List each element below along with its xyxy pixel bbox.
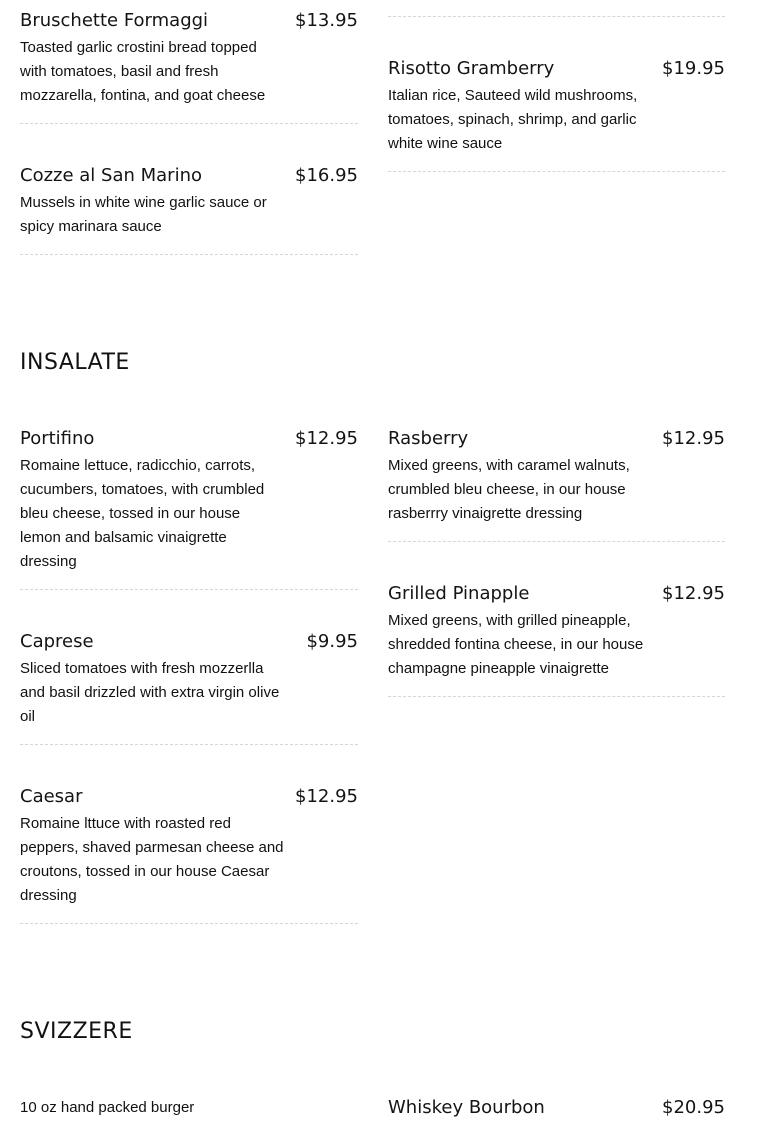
menu-item-description: Romaine lttuce with roasted red peppers, shaved parmesan cheese and croutons, tossed in our house Caesar dressing — [20, 815, 284, 904]
menu-item-description: Toasted garlic crostini bread topped with tomatoes, basil and fresh mozzarella, fontina, and goat cheese — [20, 39, 266, 104]
menu-item-price: $16.95 — [295, 165, 358, 186]
menu-item-description: 10 oz hand packed burger — [20, 1099, 195, 1116]
menu-item-description: Italian rice, Sauteed wild mushrooms, tomatoes, spinach, shrimp, and garlic white wine sauce — [388, 87, 638, 152]
menu-item-price: $12.95 — [295, 786, 358, 807]
menu-item-price: $9.95 — [306, 631, 358, 652]
menu-item-price: $12.95 — [662, 583, 725, 604]
divider — [388, 696, 725, 697]
section-title-svizzere: SVIZZERE — [20, 1019, 133, 1044]
menu-item-price: $20.95 — [662, 1097, 725, 1118]
divider — [20, 254, 358, 255]
menu-item-price: $12.95 — [662, 428, 725, 449]
menu-item-description: Romaine lettuce, radicchio, carrots, cucumbers, tomatoes, with crumbled bleu cheese, tossed in our house lemon and balsamic vinaigrette dressing — [20, 457, 265, 570]
menu-item-name: Cozze al San Marino — [20, 165, 202, 186]
menu-item-description: Mussels in white wine garlic sauce or spicy marinara sauce — [20, 194, 267, 235]
menu-item-price: $12.95 — [295, 428, 358, 449]
menu-item-name: Risotto Gramberry — [388, 58, 555, 79]
divider — [20, 123, 358, 124]
section-title-insalate: INSALATE — [20, 350, 130, 375]
menu-item-name: Caesar — [20, 786, 83, 807]
divider — [20, 589, 358, 590]
divider — [20, 744, 358, 745]
menu-item-description: Mixed greens, with caramel walnuts, crumbled bleu cheese, in our house rasberrry vinaigrette dressing — [388, 457, 630, 522]
menu-item-description: Sliced tomatoes with fresh mozzerlla and basil drizzled with extra virgin olive oil — [20, 660, 280, 725]
menu-item-price: $19.95 — [662, 58, 725, 79]
menu-item-description: Mixed greens, with grilled pineapple, shredded fontina cheese, in our house champagne pineapple vinaigrette — [388, 612, 644, 677]
menu-item-name: Caprese — [20, 631, 94, 652]
menu-item-name: Bruschette Formaggi — [20, 10, 209, 31]
divider — [20, 923, 358, 924]
menu-item-name: Rasberry — [388, 428, 469, 449]
menu-item-name: Grilled Pinapple — [388, 583, 530, 604]
divider — [388, 171, 725, 172]
menu-item-name: Portifino — [20, 428, 95, 449]
menu-item-price: $13.95 — [295, 10, 358, 31]
divider — [388, 541, 725, 542]
menu-item-name: Whiskey Bourbon — [388, 1097, 545, 1118]
divider — [388, 16, 725, 17]
